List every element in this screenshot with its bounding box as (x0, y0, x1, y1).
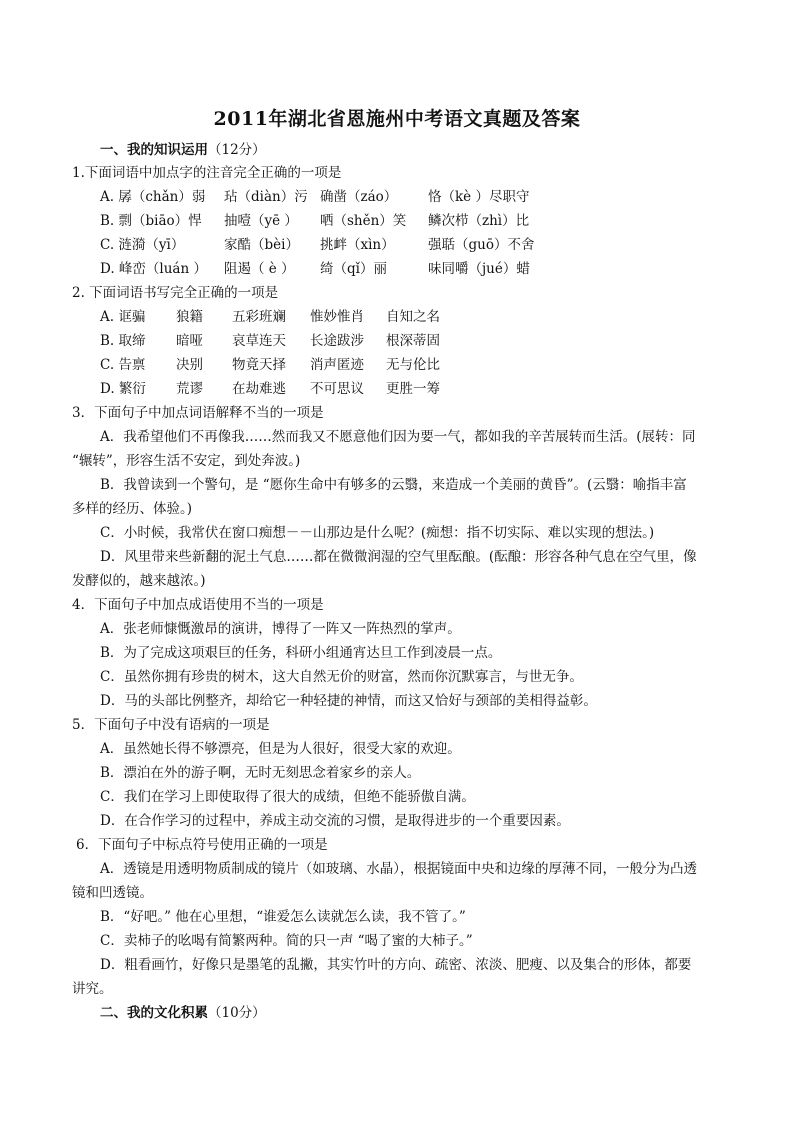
question-6-option-b: B．“好吧。” 他在心里想，“谁爱怎么读就怎么读，我不管了。” (100, 909, 466, 925)
document-title: 2011年湖北省恩施州中考语文真题及答案 (213, 108, 581, 130)
option-word: 恪（kè ）尽职守 (428, 189, 530, 205)
option-word: 味同嚼（jué）蜡 (428, 261, 530, 277)
question-6-option-a-cont: 镜和凹透镜。 (72, 885, 153, 901)
option-word: A. 孱（chǎn）弱 (100, 189, 206, 205)
question-3-option-b-cont: 多样的经历、体验。) (72, 501, 193, 517)
question-4-option-a: A．张老师慷慨激昂的演讲，博得了一阵又一阵热烈的掌声。 (100, 621, 461, 637)
question-6-stem: 6．下面句子中标点符号使用正确的一项是 (76, 837, 328, 853)
option-word: 荒谬 (176, 381, 203, 397)
option-word: 不可思议 (310, 381, 364, 397)
option-word: 五彩班斓 (232, 309, 286, 325)
question-5-option-a: A．虽然她长得不够漂亮，但是为人很好，很受大家的欢迎。 (100, 741, 461, 757)
option-word: 根深蒂固 (386, 333, 440, 349)
option-word: 更胜一筹 (386, 381, 440, 397)
question-4-stem: 4．下面句子中加点成语使用不当的一项是 (72, 597, 324, 613)
question-3-option-d: D．风里带来些新翻的泥土气息……都在微微润湿的空气里酝酿。(酝酿：形容各种气息在空气里，像 (100, 549, 697, 565)
option-word: 长途跋涉 (310, 333, 364, 349)
option-word: 在劫难逃 (232, 381, 286, 397)
option-word: 暗哑 (176, 333, 203, 349)
option-word: 强聒（guō）不舍 (428, 237, 535, 253)
option-word: C. 告禀 (100, 357, 146, 373)
question-2-option-a (100, 305, 700, 329)
question-4-option-d: D．马的头部比例整齐，却给它一种轻捷的神情，而这又恰好与颈部的美相得益彰。 (100, 693, 597, 709)
question-2-option-d (100, 377, 700, 401)
question-3-option-b: B．我曾读到一个警句，是 “愿你生命中有够多的云翳，来造成一个美丽的黄昏”。(云翳：喻指丰富 (100, 477, 687, 493)
option-word: 无与伦比 (386, 357, 440, 373)
question-2-stem: 2. 下面词语书写完全正确的一项是 (72, 285, 279, 301)
question-4-option-c: C．虽然你拥有珍贵的树木，这大自然无价的财富，然而你沉默寡言，与世无争。 (100, 669, 583, 685)
question-3-stem: 3．下面句子中加点词语解释不当的一项是 (72, 405, 324, 421)
question-1-option-c (100, 233, 700, 257)
option-word: B. 取缔 (100, 333, 146, 349)
section-heading-culture (100, 1001, 266, 1025)
question-2-option-b (100, 329, 700, 353)
option-word: 家酷（bèi） (224, 237, 299, 253)
option-word: 确凿（záo） (320, 189, 398, 205)
question-3-option-c: C．小时候，我常伏在窗口痴想－－山那边是什么呢？(痴想：指不切实际、难以实现的想法。) (100, 525, 655, 541)
question-6-option-d: D．粗看画竹，好像只是墨笔的乱撇，其实竹叶的方向、疏密、浓淡、肥瘦、以及集合的形体，都要 (100, 957, 692, 973)
option-word: 哀草连天 (232, 333, 286, 349)
option-word: 挑衅（xìn） (320, 237, 395, 253)
option-word: D. 峰峦（luán ） (100, 261, 207, 277)
section-points: （10分） (208, 1005, 266, 1021)
option-word: B. 剽（biāo）悍 (100, 213, 202, 229)
option-word: 自知之名 (386, 309, 440, 325)
option-word: 鳞次栉（zhì）比 (428, 213, 530, 229)
question-1-option-b (100, 209, 700, 233)
question-3-option-a: A．我希望他们不再像我……然而我又不愿意他们因为要一气，都如我的辛苦展转而生活。(展转：同 (100, 429, 696, 445)
question-3-option-d-cont: 发酵似的，越来越浓。) (72, 573, 206, 589)
option-word: D. 繁衍 (100, 381, 146, 397)
option-word: 物竟天择 (232, 357, 286, 373)
question-4-option-b: B．为了完成这项艰巨的任务，科研小组通宵达旦工作到凌晨一点。 (100, 645, 502, 661)
option-word: C. 涟漪（yī） (100, 237, 185, 253)
option-word: 绮（qǐ）丽 (320, 261, 387, 277)
question-2-option-c (100, 353, 700, 377)
option-word: 哂（shěn）笑 (320, 213, 407, 229)
option-word: 玷（diàn）污 (224, 189, 308, 205)
question-6-option-d-cont: 讲究。 (72, 981, 113, 997)
section-heading-text: 二、我的文化积累 (100, 1005, 208, 1021)
question-1-option-d (100, 257, 700, 281)
question-3-option-a-cont: “辗转”，形容生活不安定，到处奔波。) (72, 453, 301, 469)
question-6-option-c: C．卖柿子的吆喝有简繁两种。简的只一声 “喝了蜜的大柿子。” (100, 933, 473, 949)
option-word: A. 诓骗 (100, 309, 146, 325)
question-5-option-d: D．在合作学习的过程中，养成主动交流的习惯，是取得进步的一个重要因素。 (100, 813, 570, 829)
option-word: 消声匿迹 (310, 357, 364, 373)
section-heading-knowledge (100, 138, 266, 162)
question-5-option-c: C．我们在学习上即使取得了很大的成绩，但绝不能骄傲自满。 (100, 789, 475, 805)
option-word: 惟妙惟肖 (310, 309, 364, 325)
question-5-stem: 5．下面句子中没有语病的一项是 (72, 717, 270, 733)
option-word: 决别 (176, 357, 203, 373)
question-1-stem: 1.下面词语中加点字的注音完全正确的一项是 (72, 165, 342, 181)
question-6-option-a: A．透镜是用透明物质制成的镜片（如玻璃、水晶），根据镜面中央和边缘的厚薄不同，一般分为凸透 (100, 861, 697, 877)
option-word: 抽噎（yē ） (224, 213, 298, 229)
section-points: （12分） (208, 142, 266, 158)
option-word: 狼籍 (176, 309, 203, 325)
question-5-option-b: B．漂泊在外的游子啊，无时无刻思念着家乡的亲人。 (100, 765, 421, 781)
section-heading-text: 一、我的知识运用 (100, 142, 208, 158)
question-1-option-a (100, 185, 700, 209)
option-word: 阻遏（ è ） (224, 261, 295, 277)
